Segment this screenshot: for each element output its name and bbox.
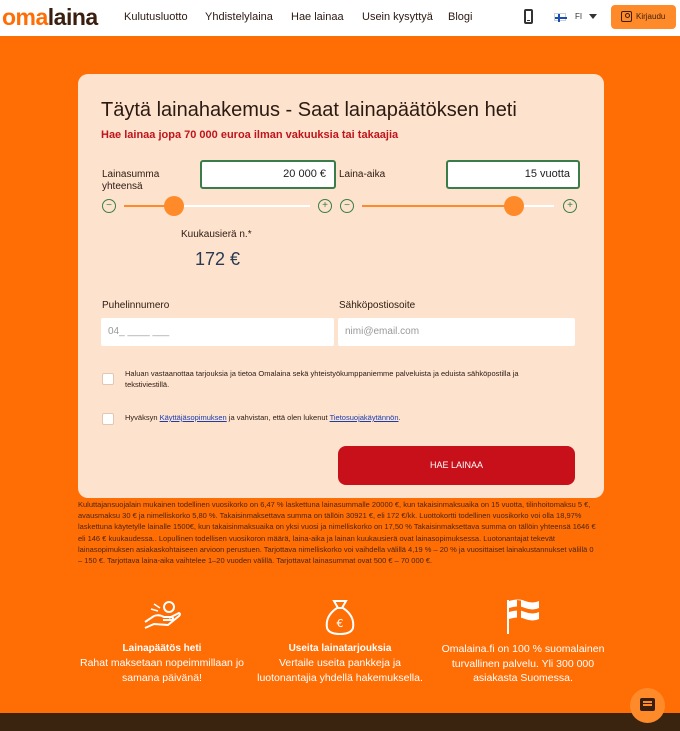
finnish-flag-icon	[503, 598, 543, 636]
term-increase-button[interactable]: +	[563, 199, 577, 213]
login-button[interactable]	[611, 5, 676, 29]
omalaina-logo[interactable]	[2, 4, 98, 30]
chat-button[interactable]	[630, 688, 665, 723]
terms-text-start: Hyväksyn	[125, 413, 160, 422]
loan-term-slider[interactable]	[362, 205, 554, 207]
chevron-down-icon[interactable]	[589, 14, 597, 19]
apply-loan-button[interactable]: HAE LAINAA	[338, 446, 575, 485]
svg-text:€: €	[336, 617, 344, 630]
nav-item-kulutusluotto[interactable]: Kulutusluotto	[124, 11, 188, 23]
hand-coin-icon	[142, 600, 182, 634]
feature-text: Omalaina.fi on 100 % suomalainen turvallinen palvelu. Yli 300 000 asiakasta Suomessa.	[441, 643, 605, 684]
user-agreement-link[interactable]: Käyttäjäsopimuksen	[159, 413, 227, 422]
amount-increase-button[interactable]: +	[318, 199, 332, 213]
footer-strip	[0, 713, 680, 731]
logo-part-oma: oma	[2, 4, 48, 30]
loan-application-card	[78, 74, 604, 498]
email-label: Sähköpostiosoite	[339, 300, 416, 311]
phone-icon[interactable]	[524, 9, 533, 24]
loan-amount-slider[interactable]	[124, 205, 310, 207]
language-selector[interactable]: FI	[575, 12, 583, 21]
email-input[interactable]: nimi@email.com	[338, 318, 575, 346]
loan-amount-label: Lainasumma yhteensä	[102, 169, 160, 192]
nav-item-hae-lainaa[interactable]: Hae lainaa	[291, 11, 344, 23]
legal-disclaimer: Kuluttajansuojalain mukainen todellinen vuosikorko on 6,47 % laskettuna lainasummalle 20000 €, kun takaisinmaksuaika on 15 vuotta, tilinhoitomaksu 5 €, avausmaksu 30 € ja nimelliskorko 5,80 %. Takaisinmaksettava summa on tällöin 30921 €, eli 172 €/kk. Luottokortti todellinen vuosikorko voi olla 18,97% laskettuna käytetylle lainalle 1500€, kun takaisinmaksuaika on yksi vuosi ja nimelliskorko on 17,50 % Takaisinmaksettava summa on tällöin yhteensä 1646 € eli 146 € kuukaudessa.. Lopullinen todellisen vuosikoron määrä, laina-aika ja lainan kuukausierä ovat lainasopimuksessa. Luotonantajat tekevät lainasopimuksen asiakaskohtaiseen arvioon perustuen. Tarjottava nimelliskorko voi vaihdella välillä 4,19 % – 20 % ja vuosittaiset lainakustannukset välillä 0 – 150 €. Tarjottava laina-aika vaihtelee 1–20 vuoden välillä. Tarjottavat lainasummat ovat 500 € – 70 000 €.	[78, 500, 596, 566]
nav-item-yhdistelylaina[interactable]: Yhdistelylaina	[205, 11, 273, 23]
monthly-payment-label: Kuukausierä n.*	[181, 229, 252, 240]
terms-text-end: .	[398, 413, 401, 422]
login-label: Kirjaudu	[636, 12, 666, 21]
term-decrease-button[interactable]: −	[340, 199, 354, 213]
terms-consent-text	[125, 412, 545, 423]
terms-text-middle: ja vahvistan, että olen lukenut	[226, 413, 330, 422]
marketing-consent-checkbox[interactable]	[102, 373, 114, 385]
loan-term-slider-thumb[interactable]	[504, 196, 524, 216]
feature-title: Lainapäätös heti	[122, 643, 202, 654]
privacy-policy-link[interactable]: Tietosuojakäytännön	[329, 413, 399, 422]
feature-text: Vertaile useita pankkeja ja luotonantajia yhdellä hakemuksella.	[257, 657, 423, 684]
nav-item-blogi[interactable]: Blogi	[448, 11, 473, 23]
loan-term-slider-fill	[362, 205, 514, 207]
phone-input[interactable]: 04_ ____ ___	[101, 318, 334, 346]
top-navbar	[0, 0, 680, 36]
form-subtitle: Hae lainaa jopa 70 000 euroa ilman vakuuksia tai takaajia	[101, 129, 399, 141]
amount-decrease-button[interactable]: −	[102, 199, 116, 213]
finnish-flag-icon[interactable]	[554, 13, 566, 21]
marketing-consent-text: Haluan vastaanottaa tarjouksia ja tietoa Omalaina sekä yhteistyökumppaniemme palveluista ja eduista sähköpostilla ja tekstiviestillä.	[125, 369, 519, 389]
loan-amount-slider-thumb[interactable]	[164, 196, 184, 216]
money-bag-icon	[323, 598, 357, 636]
nav-item-usein-kysyttya[interactable]: Usein kysyttyä	[362, 11, 433, 23]
loan-amount-input[interactable]: 20 000 €	[200, 160, 336, 189]
user-icon	[621, 11, 632, 22]
feature-title: Useita lainatarjouksia	[288, 643, 392, 654]
form-title: Täytä lainahakemus - Saat lainapäätöksen heti	[101, 99, 517, 121]
monthly-payment-value: 172 €	[195, 249, 241, 269]
chat-icon	[640, 698, 655, 711]
feature-text: Rahat maksetaan nopeimmillaan jo samana päivänä!	[79, 657, 244, 684]
loan-term-label: Laina-aika	[339, 169, 386, 180]
loan-term-input[interactable]: 15 vuotta	[446, 160, 580, 189]
logo-part-laina: laina	[47, 4, 98, 30]
phone-label: Puhelinnumero	[102, 300, 170, 311]
terms-consent-checkbox[interactable]	[102, 413, 114, 425]
